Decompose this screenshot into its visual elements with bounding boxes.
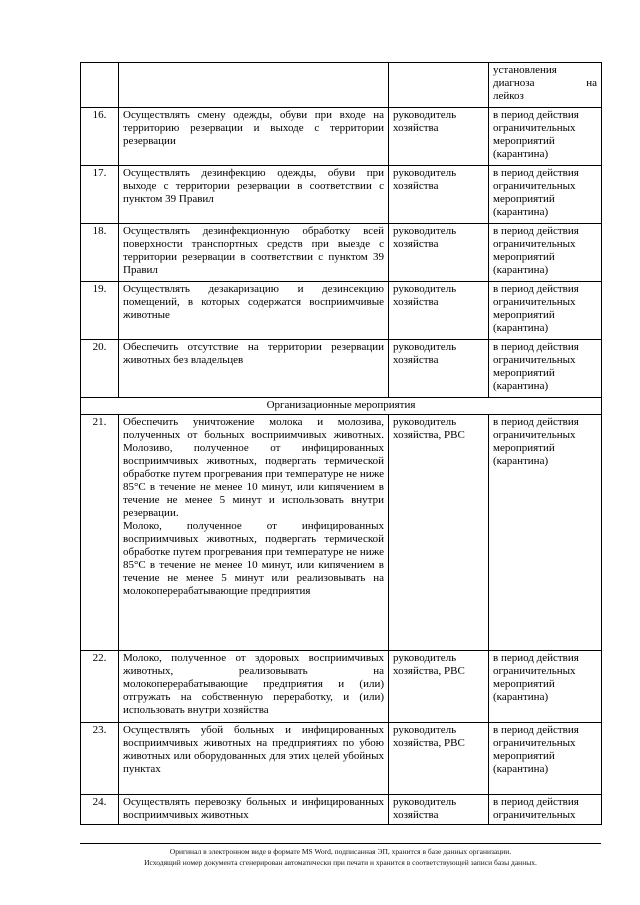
row-responsible: руководитель хозяйства, РВС (389, 415, 489, 651)
table-row (81, 723, 602, 795)
row-term: в период действия ограничительных мероприятий (карантина) (489, 224, 602, 282)
row-responsible: руководитель хозяйства (389, 282, 489, 340)
action-paragraph: Осуществлять убой больных и инфицированных восприимчивых животных на предприятиях по убою животных или оборудованных для этих целей убойных пунктах (123, 724, 384, 775)
term-line: установления (493, 64, 557, 76)
row-number: 22. (81, 651, 119, 723)
table-row (81, 651, 602, 723)
footer-line-1: Оригинал в электронном виде в формате MS Word, подписанная ЭП, хранится в базе данных организации. (169, 847, 512, 856)
table-row (81, 224, 602, 282)
row-term (489, 63, 602, 108)
row-number: 21. (81, 415, 119, 651)
action-paragraph: Осуществлять перевозку больных и инфицированных восприимчивых животных (123, 796, 384, 821)
row-term: в период действия ограничительных (489, 795, 602, 825)
row-number (81, 63, 119, 108)
section-title: Организационные мероприятия (81, 398, 602, 415)
table-row (81, 415, 602, 651)
table-row (81, 63, 602, 108)
row-number: 16. (81, 108, 119, 166)
section-row (81, 398, 602, 415)
row-term: в период действия ограничительных мероприятий (карантина) (489, 723, 602, 795)
row-responsible (389, 63, 489, 108)
row-number: 24. (81, 795, 119, 825)
row-term: в период действия ограничительных мероприятий (карантина) (489, 651, 602, 723)
table-row (81, 166, 602, 224)
term-line: лейкоз (493, 90, 524, 102)
row-number: 23. (81, 723, 119, 795)
row-action (119, 651, 389, 723)
row-responsible: руководитель хозяйства (389, 166, 489, 224)
row-number: 20. (81, 340, 119, 398)
row-number: 17. (81, 166, 119, 224)
term-line: диагноза на (493, 77, 597, 89)
row-term: в период действия ограничительных мероприятий (карантина) (489, 415, 602, 651)
row-action: Осуществлять дезинфекцию одежды, обуви при выходе с территории резервации в соответствии с пунктом 39 Правил (119, 166, 389, 224)
row-responsible: руководитель хозяйства, РВС (389, 723, 489, 795)
row-term: в период действия ограничительных мероприятий (карантина) (489, 340, 602, 398)
table-row (81, 108, 602, 166)
action-paragraph: Обеспечить уничтожение молока и молозива, полученных от больных восприимчивых животных. Молозиво, полученное от инфицированных восприимчивых животных, подвергать термической обработке путем прогревания при температуре не ниже 85°С в течение не менее 10 минут, или кипячением в течение не менее 5 минут и использовать внутри резервации. (123, 416, 384, 519)
row-action (119, 415, 389, 651)
row-action: Осуществлять дезакаризацию и дезинсекцию помещений, в которых содержатся восприимчивые животные (119, 282, 389, 340)
row-term: в период действия ограничительных мероприятий (карантина) (489, 108, 602, 166)
row-action (119, 63, 389, 108)
table-row (81, 340, 602, 398)
row-action (119, 723, 389, 795)
row-action: Обеспечить отсутствие на территории резервации животных без владельцев (119, 340, 389, 398)
footer-line-2: Исходящий номер документа сгенерирован автоматически при печати и хранится в соответствующей записи базы данных. (144, 858, 537, 867)
row-action: Осуществлять дезинфекционную обработку всей поверхности транспортных средств при выезде с территории резервации в соответствии с пунктом 39 Правил (119, 224, 389, 282)
row-action (119, 795, 389, 825)
row-responsible: руководитель хозяйства (389, 224, 489, 282)
measures-table (80, 62, 602, 825)
row-responsible: руководитель хозяйства (389, 108, 489, 166)
row-responsible: руководитель хозяйства, РВС (389, 651, 489, 723)
table-row (81, 282, 602, 340)
action-paragraph: Молоко, полученное от здоровых восприимчивых животных, реализовывать на молокоперерабатывающие предприятия и (или) отгружать на собственную переработку, и (или) использовать внутри хозяйства (123, 652, 384, 716)
row-responsible: руководитель хозяйства (389, 340, 489, 398)
row-responsible: руководитель хозяйства (389, 795, 489, 825)
row-number: 18. (81, 224, 119, 282)
footer-divider (80, 843, 601, 844)
row-term: в период действия ограничительных мероприятий (карантина) (489, 282, 602, 340)
row-term: в период действия ограничительных мероприятий (карантина) (489, 166, 602, 224)
row-action: Осуществлять смену одежды, обуви при входе на территорию резервации и выходе с территории резервации (119, 108, 389, 166)
action-paragraph: Молоко, полученное от инфицированных восприимчивых животных, подвергать термической обработке путем прогревания при температуре не ниже 85°С в течение не менее 10 минут, или кипячением в течение не менее 5 минут или реализовывать на молокоперерабатывающие предприятия (123, 520, 384, 597)
table-row (81, 795, 602, 825)
row-number: 19. (81, 282, 119, 340)
